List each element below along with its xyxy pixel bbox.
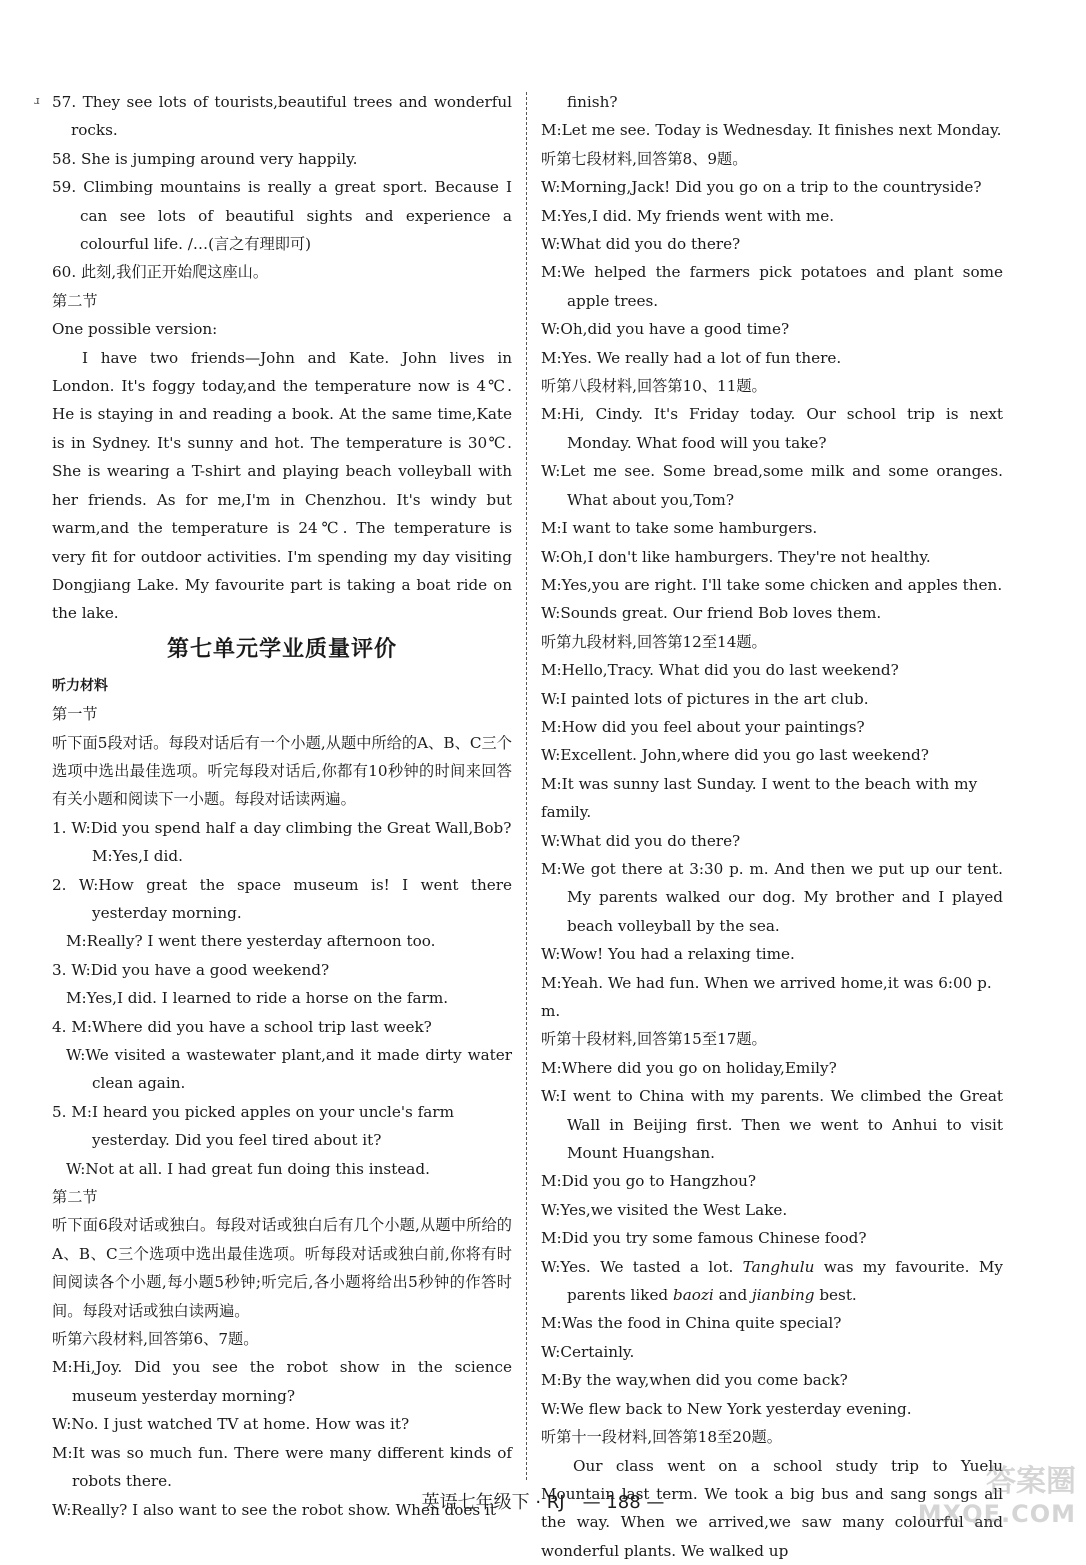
column-divider — [526, 92, 527, 1480]
ninth-line-1: M:Hello,Tracy. What did you do last weekend? — [541, 656, 1003, 684]
tenth-line-3: M:Did you go to Hangzhou? — [541, 1167, 1003, 1195]
part-1-label: 第一节 — [52, 700, 512, 728]
tanghulu-word: Tanghulu — [743, 1258, 815, 1276]
eighth-line-6: W:Sounds great. Our friend Bob loves them. — [541, 599, 1003, 627]
part-2-instructions: 听下面6段对话或独白。每段对话或独白后有几个小题,从题中所给的A、B、C三个选项中选出最佳选项。听每段对话或独白前,你将有时间阅读各个小题,每小题5秒钟;听完后,各小题将给出5秒钟的作答时间。每段对话或独白读两遍。 — [52, 1211, 512, 1325]
dialogue-4-q: 4. M:Where did you have a school trip last week? — [52, 1013, 512, 1041]
eighth-line-3: M:I want to take some hamburgers. — [541, 514, 1003, 542]
eleventh-text: Our class went on a school study trip to Yuelu Mountain last term. We took a big bus and sang songs all the way. When we arrived,we saw many colourful and wonderful plants. We walked up — [541, 1452, 1003, 1565]
dialogue-3-a: M:Yes,I did. I learned to ride a horse on the farm. — [52, 984, 512, 1012]
ninth-line-8: W:Wow! You had a relaxing time. — [541, 940, 1003, 968]
right-line-finish: finish? — [541, 88, 1003, 116]
sixth-line-2: W:No. I just watched TV at home. How was it? — [52, 1410, 512, 1438]
seventh-line-5: W:Oh,did you have a good time? — [541, 315, 1003, 343]
tenth-line-5: M:Did you try some famous Chinese food? — [541, 1224, 1003, 1252]
tenth-line-9: W:We flew back to New York yesterday evening. — [541, 1395, 1003, 1423]
margin-mark: ɹ — [34, 94, 40, 107]
tenth-line-7: W:Certainly. — [541, 1338, 1003, 1366]
tasted-pre: W:Yes. We tasted a lot. — [541, 1258, 743, 1276]
tenth-line-2: W:I went to China with my parents. We climbed the Great Wall in Beijing first. Then we went to Anhui to visit Mount Huangshan. — [541, 1082, 1003, 1167]
answer-57: 57. They see lots of tourists,beautiful trees and wonderful rocks. — [52, 88, 512, 145]
watermark-logo — [906, 1456, 1076, 1528]
answer-59: 59. Climbing mountains is really a great sport. Because I can see lots of beautiful sights and experience a colourful life. /…(言之有理即可) — [52, 173, 512, 258]
ninth-line-2: W:I painted lots of pictures in the art club. — [541, 685, 1003, 713]
ninth-line-4: W:Excellent. John,where did you go last weekend? — [541, 741, 1003, 769]
ninth-line-3: M:How did you feel about your paintings? — [541, 713, 1003, 741]
dialogue-3-q: 3. W:Did you have a good weekend? — [52, 956, 512, 984]
seventh-line-3: W:What did you do there? — [541, 230, 1003, 258]
seventh-line-1: W:Morning,Jack! Did you go on a trip to the countryside? — [541, 173, 1003, 201]
dialogue-4-a: W:We visited a wastewater plant,and it made dirty water clean again. — [52, 1041, 512, 1098]
unit-title: 第七单元学业质量评价 — [52, 634, 512, 666]
and-word: and — [714, 1286, 752, 1304]
eighth-label: 听第八段材料,回答第10、11题。 — [541, 372, 1003, 400]
eleventh-label: 听第十一段材料,回答第18至20题。 — [541, 1423, 1003, 1451]
baozi-word: baozi — [673, 1286, 714, 1304]
tenth-line-tasted — [541, 1253, 1003, 1310]
sixth-line-4: W:Really? I also want to see the robot show. When does it — [52, 1496, 512, 1524]
jianbing-word: jianbing — [752, 1286, 815, 1304]
seventh-line-6: M:Yes. We really had a lot of fun there. — [541, 344, 1003, 372]
dialogue-2-q: 2. W:How great the space museum is! I went there yesterday morning. — [52, 871, 512, 928]
ninth-label: 听第九段材料,回答第12至14题。 — [541, 628, 1003, 656]
tenth-label: 听第十段材料,回答第15至17题。 — [541, 1025, 1003, 1053]
watermark-top: 答案圈 — [906, 1456, 1076, 1500]
tenth-line-8: M:By the way,when did you come back? — [541, 1366, 1003, 1394]
part-1-instructions: 听下面5段对话。每段对话后有一个小题,从题中所给的A、B、C三个选项中选出最佳选项。听完每段对话后,你都有10秒钟的时间来回答有关小题和阅读下一小题。每段对话读两遍。 — [52, 729, 512, 814]
right-column — [541, 88, 1003, 1565]
seventh-line-2: M:Yes,I did. My friends went with me. — [541, 202, 1003, 230]
sixth-line-1: M:Hi,Joy. Did you see the robot show in the science museum yesterday morning? — [52, 1353, 512, 1410]
dialogue-1-a: M:Yes,I did. — [52, 842, 512, 870]
listening-label: 听力材料 — [52, 672, 512, 700]
tenth-line-6: M:Was the food in China quite special? — [541, 1309, 1003, 1337]
right-line-monday: M:Let me see. Today is Wednesday. It finishes next Monday. — [541, 116, 1003, 144]
eighth-line-5: M:Yes,you are right. I'll take some chicken and apples then. — [541, 571, 1003, 599]
left-column — [52, 88, 512, 1524]
sixth-line-3: M:It was so much fun. There were many different kinds of robots there. — [52, 1439, 512, 1496]
page-footer: 英语七年级下 · RJ — 188 — — [0, 1488, 1086, 1514]
dialogue-2-a: M:Really? I went there yesterday afternoon too. — [52, 927, 512, 955]
ninth-line-5: M:It was sunny last Sunday. I went to the beach with my family. — [541, 770, 1003, 827]
possible-version-label: One possible version: — [52, 315, 512, 343]
ninth-line-7: M:We got there at 3:30 p. m. And then we put up our tent. My parents walked our dog. My brother and I played beach volleyball by the sea. — [541, 855, 1003, 940]
dialogue-1-q: 1. W:Did you spend half a day climbing the Great Wall,Bob? — [52, 814, 512, 842]
eighth-line-4: W:Oh,I don't like hamburgers. They're not healthy. — [541, 543, 1003, 571]
ninth-line-9: M:Yeah. We had fun. When we arrived home,it was 6:00 p. m. — [541, 969, 1003, 1026]
tasted-mid: was my favourite. My parents liked — [567, 1258, 1003, 1304]
answer-60: 60. 此刻,我们正开始爬这座山。 — [52, 258, 512, 286]
sixth-label: 听第六段材料,回答第6、7题。 — [52, 1325, 512, 1353]
ninth-line-6: W:What did you do there? — [541, 827, 1003, 855]
seventh-line-4: M:We helped the farmers pick potatoes and plant some apple trees. — [541, 258, 1003, 315]
tenth-line-1: M:Where did you go on holiday,Emily? — [541, 1054, 1003, 1082]
answer-58: 58. She is jumping around very happily. — [52, 145, 512, 173]
section-2-label: 第二节 — [52, 287, 512, 315]
eighth-line-1: M:Hi, Cindy. It's Friday today. Our school trip is next Monday. What food will you take? — [541, 400, 1003, 457]
tenth-line-4: W:Yes,we visited the West Lake. — [541, 1196, 1003, 1224]
essay-text: I have two friends—John and Kate. John lives in London. It's foggy today,and the temperature now is 4℃. He is staying in and reading a book. At the same time,Kate is in Sydney. It's sunny and hot. The temperature is 30℃. She is wearing a T-shirt and playing beach volleyball with her friends. As for me,I'm in Chenzhou. It's windy but warm,and the temperature is 24℃. The temperature is very fit for outdoor activities. I'm spending my day visiting Dongjiang Lake. My favourite part is taking a boat ride on the lake. — [52, 344, 512, 628]
part-2-label: 第二节 — [52, 1183, 512, 1211]
seventh-label: 听第七段材料,回答第8、9题。 — [541, 145, 1003, 173]
watermark-bottom: MXQE.COM — [906, 1500, 1076, 1528]
dialogue-5-a: W:Not at all. I had great fun doing this instead. — [52, 1155, 512, 1183]
eighth-line-2: W:Let me see. Some bread,some milk and some oranges. What about you,Tom? — [541, 457, 1003, 514]
best-word: best. — [815, 1286, 857, 1304]
dialogue-5-q: 5. M:I heard you picked apples on your uncle's farm yesterday. Did you feel tired about it? — [52, 1098, 512, 1155]
